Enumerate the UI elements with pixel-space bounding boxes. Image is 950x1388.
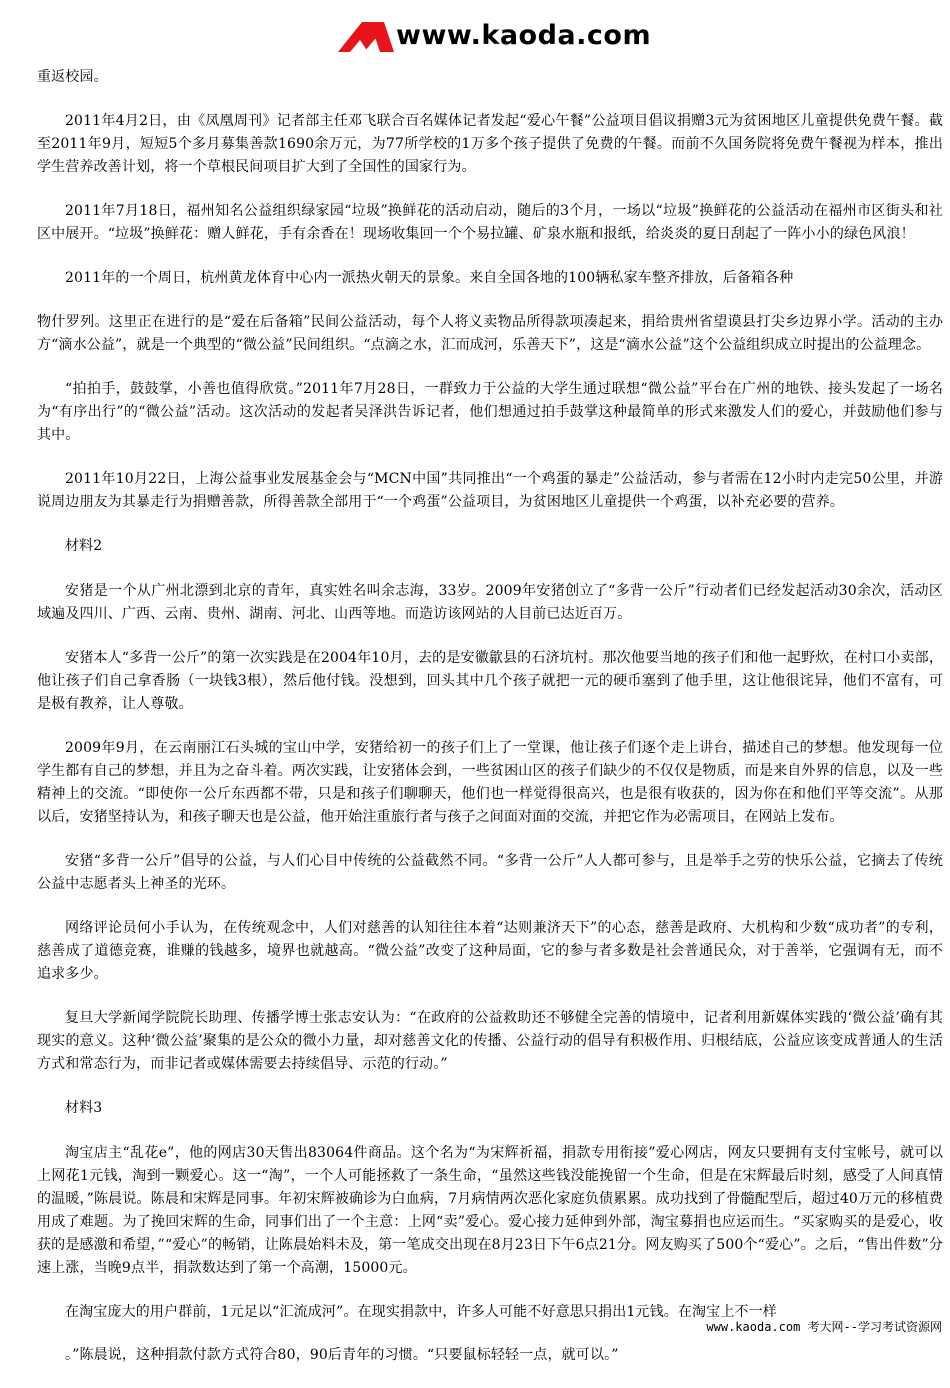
- paragraph-lijiang-class: 2009年9月，在云南丽江石头城的宝山中学，安猪给初一的孩子们上了一堂课，他让孩子们逐个走上讲台，描述自己的梦想。他发现每一位学生都有自己的梦想，并且为之奋斗着。两次实践，让安猪体会到，一些贫困山区的孩子们缺少的不仅仅是物质，而是来自外界的信息，以及一些精神上的交流。“即使你一公斤东西都不带，只是和孩子们聊聊天，他们也一样觉得很高兴，也是很有收获的，因为你在和他们平等交流”。从那以后，安猪坚持认为，和孩子聊天也是公益，他开始注重旅行者与孩子之间面对面的交流，并把它作为必需项目，在网站上发布。: [37, 740, 943, 825]
- paragraph-commentator: 网络评论员何小手认为，在传统观念中，人们对慈善的认知往往本着“达则兼济天下”的心态，慈善是政府、大机构和少数“成功者”的专利，慈善成了道德竞赛，谁赚的钱越多，境界也就越高。“微公益”改变了这种局面，它的参与者多数是社会普通民众，对于善举，它强调有无，而不追求多少。: [37, 920, 943, 982]
- paragraph-taobao-shop: 淘宝店主“乱花e”，他的网店30天售出83064件商品。这个名为“为宋辉祈福，捐款专用衔接”爱心网店，网友只要拥有支付宝帐号，就可以上网花1元钱，淘到一颗爱心。这一“淘”，一个人可能拯救了一条生命，“虽然这些钱没能挽留一个生命，但是在宋辉最后时刻，感受了人间真情的温暖，”陈晨说。陈晨和宋辉是同事。年初宋辉被确诊为白血病，7月病情两次恶化家庭负债累累。成功找到了骨髓配型后，超过40万元的移植费用成了难题。为了挽回宋辉的生命，同事们出了一个主意：上网“卖”爱心。爱心接力延伸到外部，淘宝募捐也应运而生。“买家购买的是爱心，收获的是感激和希望，”“爱心”的畅销，让陈晨始料未及，第一笔成交出现在8月23日下午6点21分。网友购买了500个“爱心”。之后，“售出件数”分速上涨，当晚9点半，捐款数达到了第一个高潮，15000元。: [37, 1145, 943, 1276]
- paragraph-closing-quote: 。”陈晨说，这种捐款付款方式符合80，90后青年的习惯。“只要鼠标轻轻一点，就可以。”: [65, 1347, 619, 1363]
- section-heading-material-2: 材料2: [65, 538, 103, 554]
- paragraph-return-to-campus: 重返校园。: [37, 69, 108, 85]
- paragraph-first-practice: 安猪本人“多背一公斤”的第一次实践是在2004年10月，去的是安徽歙县的石济坑村。那次他要当地的孩子们和他一起野炊，在村口小卖部，他让孩子们自己拿香肠（一块钱3根），然后他付钱。没想到，回头其中几个孩子就把一元的硬币塞到了他手里，这让他很诧异，他们不富有，可是极有教养，让人尊敬。: [37, 650, 943, 712]
- paragraph-free-lunch: 2011年4月2日，由《凤凰周刊》记者部主任邓飞联合百名媒体记者发起“爱心午餐”公益项目倡议捐赠3元为贫困地区儿童提供免费午餐。截至2011年9月，短短5个多月募集善款1690余万元，为77所学校的1万多个孩子提供了免费的午餐。而前不久国务院将免费午餐视为样本，推出学生营养改善计划，将一个草根民间项目扩大到了全国性的国家行为。: [37, 113, 943, 175]
- paragraph-one-yuan: 在淘宝庞大的用户群前，1元足以“汇流成河”。在现实捐款中，许多人可能不好意思只捐出1元钱。在淘宝上不一样: [65, 1304, 777, 1320]
- paragraph-anzhu-intro: 安猪是一个从广州北漂到北京的青年，真实姓名叫余志海，33岁。2009年安猪创立了“多背一公斤”行动者们已经发起活动30余次，活动区域遍及四川、广西、云南、贵州、湖南、河北、山西等地。而造访该网站的人目前已达近百万。: [37, 583, 943, 622]
- section-heading-material-3: 材料3: [65, 1100, 103, 1116]
- site-logo-text[interactable]: www.kaoda.com: [396, 20, 652, 51]
- kaoda-logo-icon: [336, 20, 396, 54]
- paragraph-fudan-expert: 复旦大学新闻学院院长助理、传播学博士张志安认为：“在政府的公益救助还不够健全完善的情境中，记者利用新媒体实践的‘微公益’确有其现实的意义。这种‘微公益’聚集的是公众的微小力量，却对慈善文化的传播、公益行动的倡导有积极作用、归根结底，公益应该变成普通人的生活方式和常态行为，而非记者或媒体需要去持续倡导、示范的行动。”: [37, 1010, 943, 1072]
- site-header: [336, 14, 666, 54]
- paragraph-garbage-for-flowers: 2011年7月18日，福州知名公益组织绿家园“垃圾”换鲜花的活动启动，随后的3个月，一场以“垃圾”换鲜花的公益活动在福州市区街头和社区中展开。“垃圾”换鲜花：赠人鲜花，手有余香在！现场收集回一个个易拉罐、矿泉水瓶和报纸，给炎炎的夏日刮起了一阵小小的绿色风浪！: [37, 203, 943, 242]
- paragraph-applause: “拍拍手，鼓鼓掌，小善也值得欣赏。”2011年7月28日，一群致力于公益的大学生通过联想“微公益”平台在广州的地铁、接头发起了一场名为“有序出行”的“微公益”活动。这次活动的发起者吴泽洪告诉记者，他们想通过拍手鼓掌这种最简单的形式来激发人们的爱心，并鼓励他们参与其中。: [37, 381, 943, 443]
- paragraph-egg-walk: 2011年10月22日，上海公益事业发展基金会与“MCN中国”共同推出“一个鸡蛋的暴走”公益活动，参与者需在12小时内走完50公里，并游说周边朋友为其暴走行为捐赠善款，所得善款全部用于“一个鸡蛋”公益项目，为贫困地区儿童提供一个鸡蛋，以补充必要的营养。: [37, 471, 943, 510]
- paragraph-hangzhou-event: 2011年的一个周日，杭州黄龙体育中心内一派热火朝天的景象。来自全国各地的100辆私家车整齐排放，后备箱各种: [65, 270, 794, 286]
- page-footer: www.kaoda.com 考大网--学习考试资源网: [706, 1320, 942, 1334]
- document-body: [37, 66, 943, 1388]
- paragraph-happy-charity: 安猪“多背一公斤”倡导的公益，与人们心目中传统的公益截然不同。“多背一公斤”人人都可参与，且是举手之劳的快乐公益，它摘去了传统公益中志愿者头上神圣的光环。: [37, 853, 943, 892]
- paragraph-trunk-charity: 物什罗列。这里正在进行的是“爱在后备箱”民间公益活动，每个人将义卖物品所得款项凑起来，捐给贵州省望谟县打尖乡边界小学。活动的主办方“滴水公益”，就是一个典型的“微公益”民间组织。“点滴之水，汇而成河，乐善天下”，这是“滴水公益”这个公益组织成立时提出的公益理念。: [37, 314, 943, 353]
